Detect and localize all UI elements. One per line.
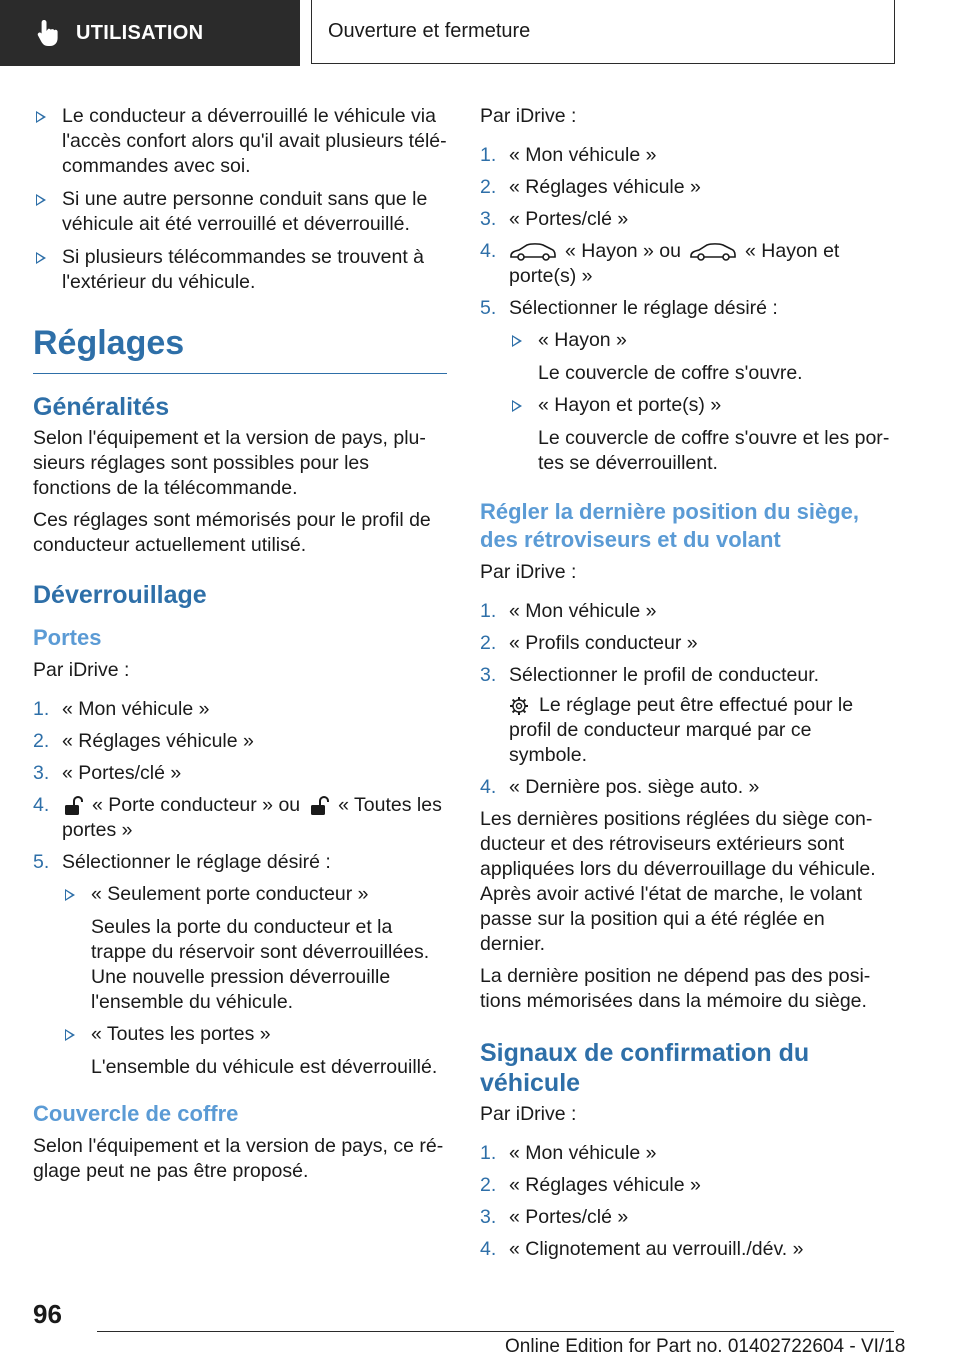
step-item: 3. « Portes/clé »: [480, 1206, 629, 1228]
section-tab: [0, 0, 300, 66]
step-item: 5. Sélectionner le réglage désiré :: [33, 851, 331, 873]
step-item: 2. « Réglages véhicule »: [33, 730, 254, 752]
step-item: 5. Sélectionner le réglage désiré :: [480, 297, 778, 319]
option-description: Le couvercle de coffre s'ouvre et les portes se déverrouillent.: [538, 427, 890, 474]
triangle-bullet-icon: [36, 111, 46, 123]
car-trunk-icon: [509, 242, 557, 262]
unlock-icon: [308, 795, 330, 817]
bullet-item: Le conducteur a déverrouillé le véhicule via l'accès confort alors qu'il avait plusieurs télécommandes avec soi.: [33, 104, 447, 179]
step-item: 4. « Hayon » ou « Hayon et porte(s) »: [480, 240, 840, 287]
step-item: 4. « Clignotement au verrouill./dév. »: [480, 1238, 804, 1260]
bullet-item: Si une autre personne conduit sans que le véhicule ait été verrouillé et déverrouillé.: [33, 187, 447, 237]
triangle-bullet-icon: [65, 889, 75, 901]
paragraph: Ces réglages sont mémorisés pour le profil de conducteur actuellement utilisé.: [33, 509, 431, 556]
paragraph: Par iDrive :: [480, 1103, 577, 1125]
hand-pointer-icon: [34, 18, 62, 48]
left-column: [33, 104, 447, 1191]
paragraph: Par iDrive :: [33, 659, 130, 681]
footer-edition: Online Edition for Part no. 01402722604 - VI/18: [505, 1336, 906, 1357]
option-item: « Hayon »: [509, 328, 890, 353]
step-item: 1. « Mon véhicule »: [480, 144, 657, 166]
step-item: 1. « Mon véhicule »: [480, 600, 657, 622]
bullet-item: Si plusieurs télécommandes se trouvent à l'extérieur du véhicule.: [33, 245, 447, 295]
paragraph: Par iDrive :: [480, 105, 577, 127]
option-item: « Seulement porte conducteur »: [62, 882, 447, 907]
paragraph: La dernière position ne dépend pas des positions mémorisées dans la mémoire du siège.: [480, 965, 871, 1012]
right-column: [480, 104, 890, 1269]
step-item: 4. « Dernière pos. siège auto. »: [480, 776, 760, 798]
gear-icon: [509, 696, 529, 716]
step-item: 1. « Mon véhicule »: [480, 1142, 657, 1164]
step-item: 3. Sélectionner le profil de conducteur.: [480, 664, 820, 686]
triangle-bullet-icon: [65, 1029, 75, 1041]
paragraph: Selon l'équipement et la version de pays, plusieurs réglages sont possibles pour les fonctions de la télécommande.: [33, 427, 426, 499]
heading-couvercle-coffre: Couvercle de coffre: [33, 1101, 239, 1126]
step-item: 4. « Porte conducteur » ou « Toutes les portes »: [33, 794, 442, 841]
step-item: 2. « Réglages véhicule »: [480, 176, 701, 198]
triangle-bullet-icon: [512, 335, 522, 347]
section-title: UTILISATION: [76, 21, 204, 44]
step-item: 3. « Portes/clé »: [480, 208, 629, 230]
paragraph: Par iDrive :: [480, 561, 577, 583]
heading-derniere-position: Régler la dernière position du siège, des rétroviseurs et du volant: [480, 499, 859, 552]
option-description: Seules la porte du conducteur et la trappe du réservoir sont déverrouillées. Une nouvelle pression déverrouille l'ensemble du véhicule.: [91, 916, 430, 1013]
heading-deverrouillage: Déverrouillage: [33, 581, 207, 609]
footer-divider: [97, 1331, 894, 1332]
chapter-header: [311, 0, 895, 64]
step-item: 2. « Réglages véhicule »: [480, 1174, 701, 1196]
step-item: 2. « Profils conducteur »: [480, 632, 698, 654]
option-description: Le couvercle de coffre s'ouvre.: [538, 362, 803, 384]
step-item: 3. « Portes/clé »: [33, 762, 182, 784]
triangle-bullet-icon: [512, 400, 522, 412]
car-trunk-door-icon: [689, 242, 737, 262]
heading-reglages: Réglages: [33, 323, 447, 374]
page-number: 96: [33, 1299, 62, 1329]
option-item: « Hayon et porte(s) »: [509, 393, 890, 418]
heading-signaux: Signaux de confirmation du véhicule: [480, 1039, 810, 1097]
chapter-title: Ouverture et fermeture: [328, 20, 531, 42]
paragraph: Selon l'équipement et la version de pays, ce réglage peut ne pas être proposé.: [33, 1135, 444, 1182]
option-description: L'ensemble du véhicule est déverrouillé.: [91, 1056, 438, 1078]
paragraph: Les dernières positions réglées du siège conducteur et des rétroviseurs extérieurs sont appliquées lors du déverrouillage du véhicule. Après avoir activé l'état de marche, le volant passe sur la position qui a été réglée en dernier.: [480, 808, 876, 955]
option-item: « Toutes les portes »: [62, 1022, 447, 1047]
unlock-icon: [62, 795, 84, 817]
triangle-bullet-icon: [36, 252, 46, 264]
step-note: Le réglage peut être effectué pour le profil de conducteur marqué par ce symbole.: [509, 694, 854, 766]
step-item: 1. « Mon véhicule »: [33, 698, 210, 720]
heading-generalites: Généralités: [33, 393, 170, 421]
heading-portes: Portes: [33, 625, 102, 650]
triangle-bullet-icon: [36, 194, 46, 206]
